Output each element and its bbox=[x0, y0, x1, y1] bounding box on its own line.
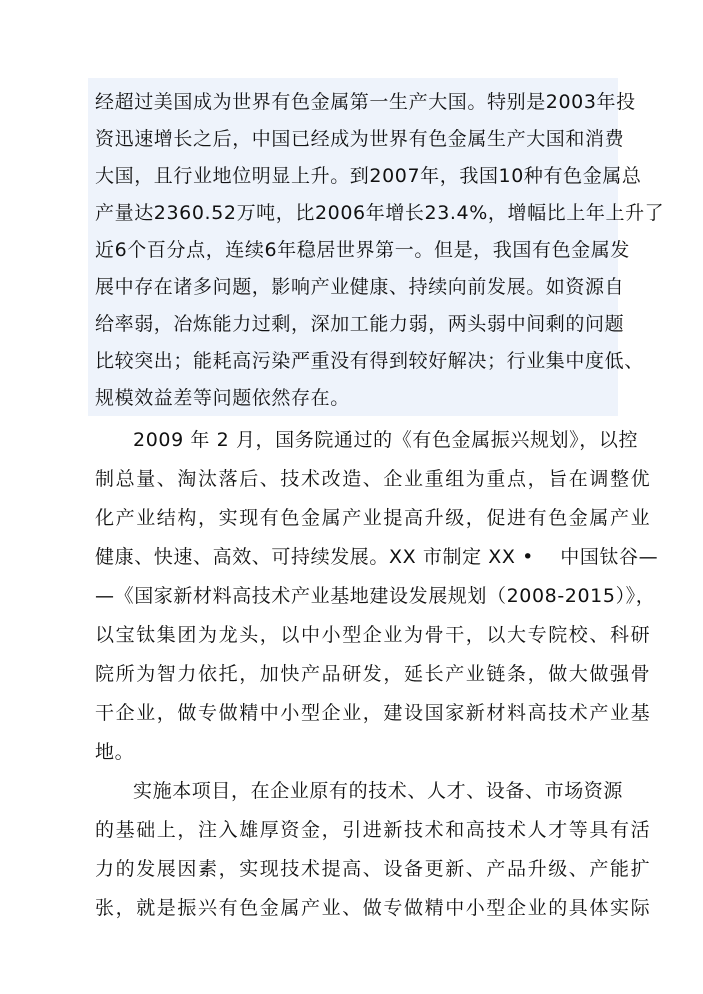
paragraph-2-line-7: 院所为智力依托，加快产品研发，延长产业链条，做大做强骨 bbox=[95, 663, 652, 685]
paragraph-1-line-5: 近6个百分点，连续6年稳居世界第一。但是，我国有色金属发 bbox=[95, 239, 630, 261]
paragraph-2-line-8: 干企业，做专做精中小型企业，建设国家新材料高技术产业基 bbox=[95, 702, 652, 724]
paragraph-3-line-1: 实施本项目，在企业原有的技术、人才、设备、市场资源 bbox=[133, 780, 624, 802]
paragraph-1-line-1: 经超过美国成为世界有色金属第一生产大国。特别是2003年投 bbox=[95, 91, 636, 113]
paragraph-2-line-2: 制总量、淘汰落后、技术改造、企业重组为重点，旨在调整优 bbox=[95, 468, 652, 490]
paragraph-1-line-7: 给率弱，冶炼能力过剩，深加工能力弱，两头弱中间剩的问题 bbox=[95, 313, 625, 335]
paragraph-1-line-3: 大国，且行业地位明显上升。到2007年，我国10种有色金属总 bbox=[95, 165, 642, 187]
paragraph-2-line-1: 2009 年 2 月，国务院通过的《有色金属振兴规划》，以控 bbox=[133, 429, 639, 451]
paragraph-1-line-9: 规模效益差等问题依然存在。 bbox=[95, 387, 350, 409]
paragraph-2-line-3: 化产业结构，实现有色金属产业提高升级，促进有色金属产业 bbox=[95, 507, 652, 529]
paragraph-1-line-8: 比较突出；能耗高污染严重没有得到较好解决；行业集中度低、 bbox=[95, 350, 644, 372]
paragraph-3-line-4: 张，就是振兴有色金属产业、做专做精中小型企业的具体实际 bbox=[95, 897, 652, 919]
paragraph-3-line-3: 力的发展因素，实现技术提高、设备更新、产品升级、产能扩 bbox=[95, 858, 652, 880]
paragraph-1-line-6: 展中存在诸多问题，影响产业健康、持续向前发展。如资源自 bbox=[95, 276, 625, 298]
paragraph-1-line-2: 资迅速增长之后，中国已经成为世界有色金属生产大国和消费 bbox=[95, 128, 625, 150]
paragraph-2-line-6: 以宝钛集团为龙头，以中小型企业为骨干，以大专院校、科研 bbox=[95, 624, 652, 646]
paragraph-2-line-5: —《国家新材料高技术产业基地建设发展规划（2008-2015）》， bbox=[95, 585, 656, 607]
paragraph-3-line-2: 的基础上，注入雄厚资金，引进新技术和高技术人才等具有活 bbox=[95, 819, 652, 841]
paragraph-2-line-9: 地。 bbox=[95, 741, 135, 763]
paragraph-2-line-4: 健康、快速、高效、可持续发展。XX 市制定 XX • 中国钛谷— bbox=[95, 546, 659, 568]
paragraph-1-line-4: 产量达2360.52万吨，比2006年增长23.4%，增幅比上年上升了 bbox=[95, 202, 665, 224]
